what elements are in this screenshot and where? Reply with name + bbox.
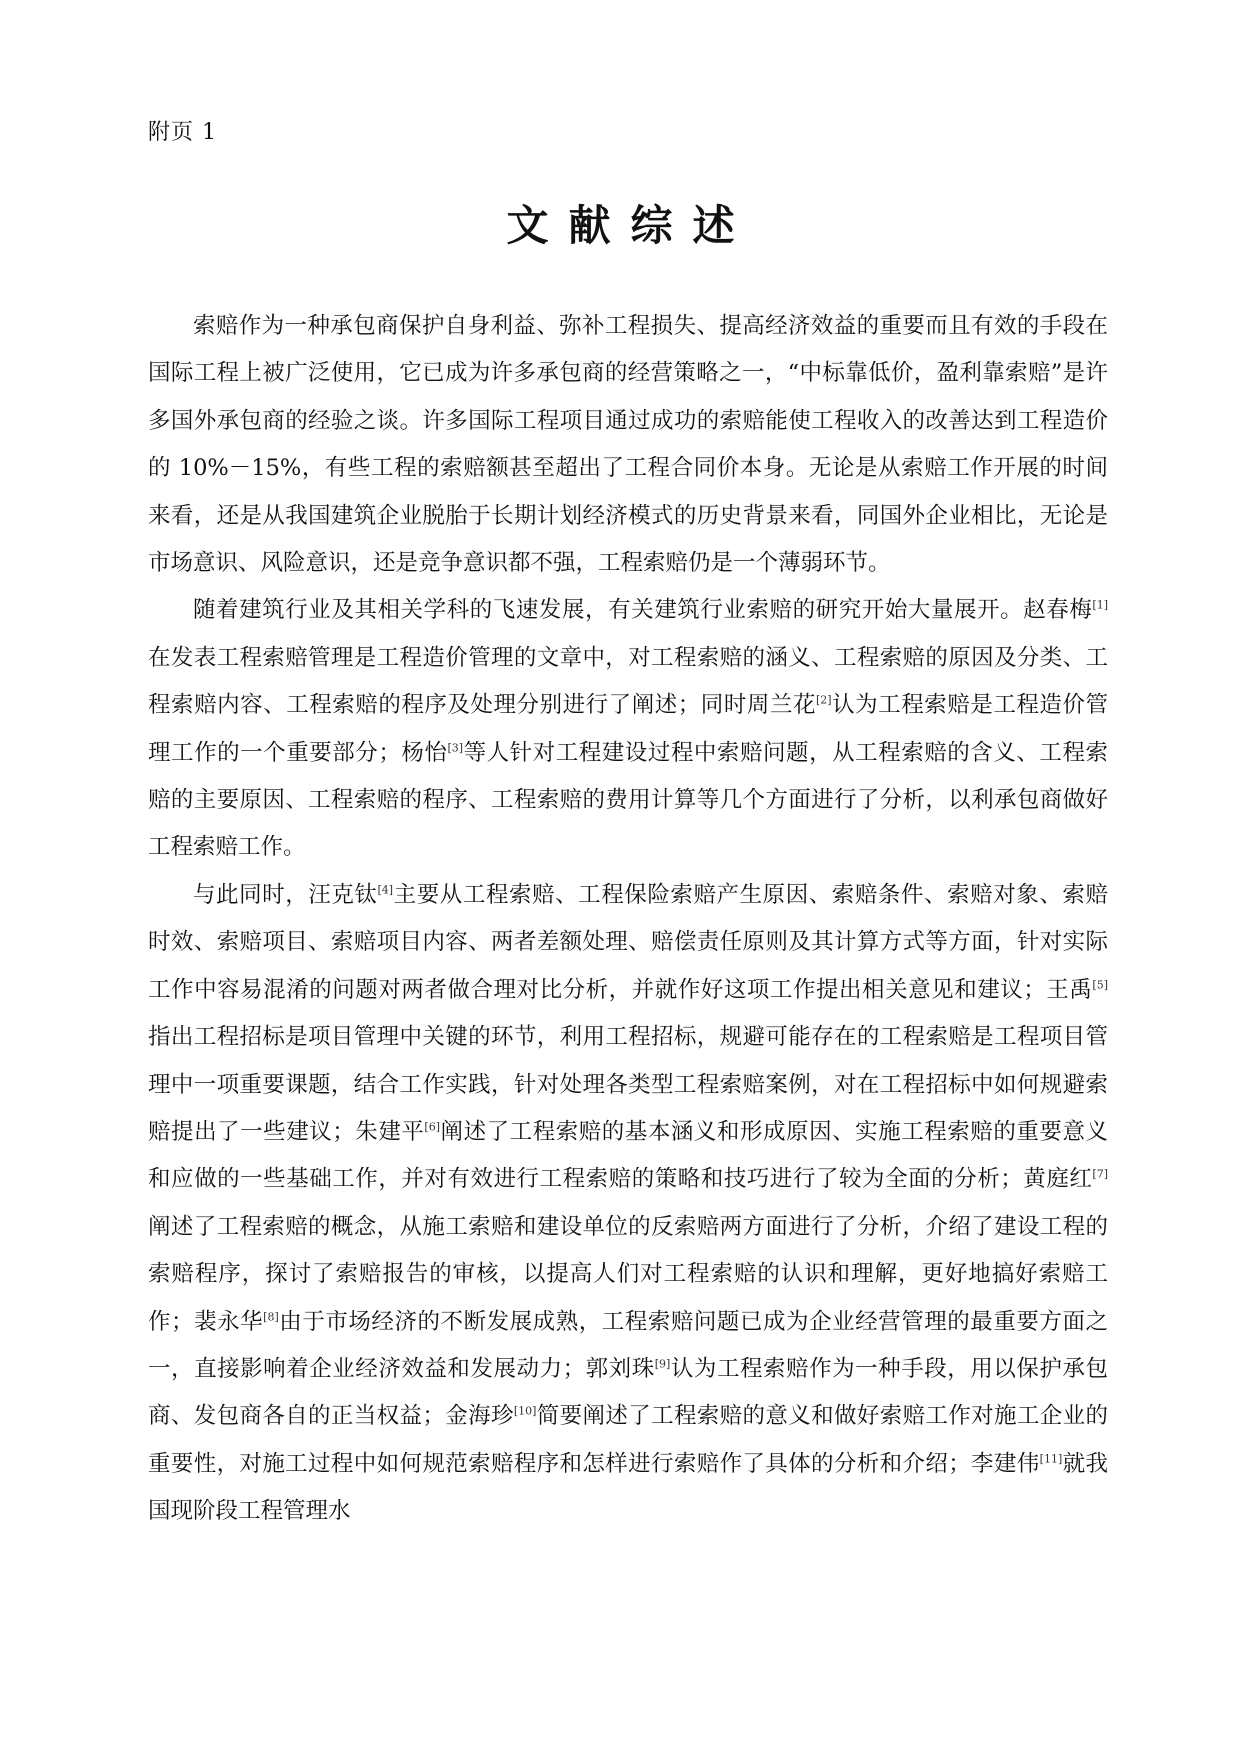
paragraph-text: 阐述了工程索赔的基本涵义和形成原因、实施工程索赔的重要意义和应做的一些基础工作，并对有效进行工程索赔的策略和技巧进行了较为全面的分析；黄庭红 — [148, 1118, 1108, 1193]
paragraph-text: 简要阐述了工程索赔的意义和做好索赔工作对施工企业的重要性，对施工过程中如何规范索赔程序和怎样进行索赔作了具体的分析和介绍；李建伟 — [148, 1403, 1108, 1477]
citation-marker: [4] — [377, 883, 394, 897]
paragraph — [148, 587, 1108, 871]
citation-marker: [6] — [424, 1120, 440, 1134]
paragraph-text: 随着建筑行业及其相关学科的飞速发展，有关建筑行业索赔的研究开始大量展开。赵春梅 — [193, 597, 1093, 624]
document-title: 文献综述 — [506, 201, 755, 250]
citation-marker: [2] — [815, 693, 832, 707]
paragraph-text: 主要从工程索赔、工程保险索赔产生原因、索赔条件、索赔对象、索赔时效、索赔项目、索赔项目内容、两者差额处理、赔偿责任原则及其计算方式等方面，针对实际工作中容易混淆的问题对两者做合理对比分析，并就作好这项工作提出相关意见和建议；王禹 — [148, 881, 1108, 1003]
paragraph-text: 认为工程索赔是工程造价管理工作的一个重要部分；杨怡 — [148, 692, 1108, 766]
paragraph — [148, 872, 1108, 1536]
citation-marker: [5] — [1092, 978, 1108, 992]
citation-marker: [11] — [1039, 1452, 1063, 1466]
paragraph-text: 在发表工程索赔管理是工程造价管理的文章中，对工程索赔的涵义、工程索赔的原因及分类、工程索赔内容、工程索赔的程序及处理分别进行了阐述；同时周兰花 — [148, 644, 1108, 719]
citation-marker: [8] — [263, 1310, 279, 1324]
paragraph-text: 认为工程索赔作为一种手段，用以保护承包商、发包商各自的正当权益；金海珍 — [148, 1355, 1108, 1430]
citation-marker: [1] — [1092, 598, 1108, 612]
citation-marker: [10] — [513, 1404, 537, 1418]
paragraph-text: 由于市场经济的不断发展成熟，工程索赔问题已成为企业经营管理的最重要方面之一，直接影响着企业经济效益和发展动力；郭刘珠 — [148, 1308, 1108, 1382]
citation-marker: [9] — [654, 1357, 671, 1371]
citation-marker: [7] — [1092, 1167, 1108, 1181]
paragraph-text: 指出工程招标是项目管理中关键的环节，利用工程招标，规避可能存在的工程索赔是工程项目管理中一项重要课题，结合工作实践，针对处理各类型工程索赔案例，对在工程招标中如何规避索赔提出了一些建议；朱建平 — [148, 1024, 1108, 1145]
paragraph-text: 等人针对工程建设过程中索赔问题，从工程索赔的含义、工程索赔的主要原因、工程索赔的程序、工程索赔的费用计算等几个方面进行了分析，以利承包商做好工程索赔工作。 — [148, 739, 1108, 861]
paragraph — [148, 303, 1108, 587]
paragraph-text: 索赔作为一种承包商保护自身利益、弥补工程损失、提高经济效益的重要而且有效的手段在国际工程上被广泛使用，它已成为许多承包商的经营策略之一，“中标靠低价，盈利靠索赔”是许多国外承包商的经验之谈。许多国际工程项目通过成功的索赔能使工程收入的改善达到工程造价的 10%－15%，有些工程的索赔额甚至超出了工程合同价本身。无论是从索赔工作开展的时间来看，还是从我国建筑企业脱胎于长期计划经济模式的历史背景来看，同国外企业相比，无论是市场意识、风险意识，还是竞争意识都不强，工程索赔仍是一个薄弱环节。 — [148, 313, 1108, 577]
body-text — [148, 303, 1108, 1536]
paragraph-text: 就我国现阶段工程管理水 — [148, 1450, 1108, 1525]
citation-marker: [3] — [447, 741, 464, 755]
appendix-page-label: 附页 1 — [148, 120, 217, 145]
paragraph-text: 阐述了工程索赔的概念，从施工索赔和建设单位的反索赔两方面进行了分析，介绍了建设工程的索赔程序，探讨了索赔报告的审核，以提高人们对工程索赔的认识和理解，更好地搞好索赔工作；裴永华 — [148, 1213, 1108, 1335]
paragraph-text: 与此同时，汪克钛 — [193, 881, 378, 908]
